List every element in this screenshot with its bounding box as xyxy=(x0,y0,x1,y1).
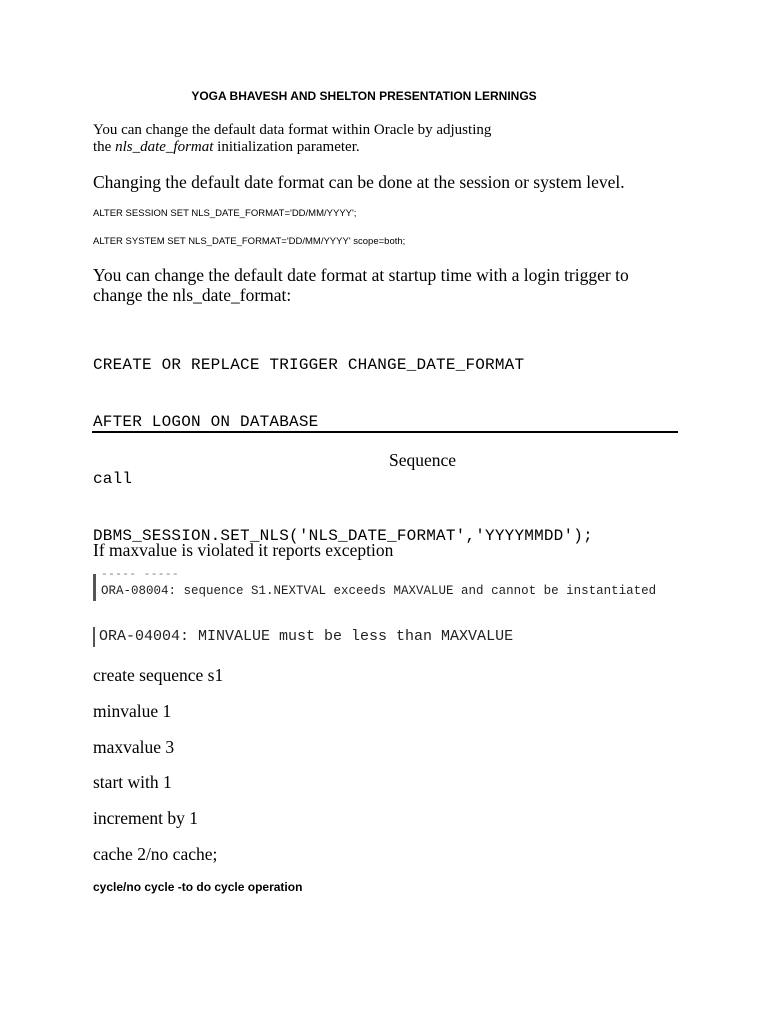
code-line: call xyxy=(93,470,133,488)
code-line: AFTER LOGON ON DATABASE xyxy=(93,413,319,431)
sequence-line: create sequence s1 xyxy=(93,665,224,685)
intro-line-2-start: the xyxy=(93,139,116,155)
ora-04004-message: ORA-04004: MINVALUE must be less than MAXVALUE xyxy=(99,628,514,645)
session-level-paragraph: Changing the default date format can be done at the session or system level. xyxy=(93,172,625,192)
section-heading-sequence: Sequence xyxy=(389,450,457,470)
alter-system-statement: ALTER SYSTEM SET NLS_DATE_FORMAT='DD/MM/YYYY' scope=both; xyxy=(93,236,406,247)
code-line: DBMS_SESSION.SET_NLS('NLS_DATE_FORMAT','YYYYMMDD'); xyxy=(93,527,593,545)
login-trigger-line-2: change the nls_date_format: xyxy=(93,285,292,305)
intro-line-2-end: initialization parameter. xyxy=(213,139,360,155)
nls-date-format-term: nls_date_format xyxy=(115,139,214,155)
intro-line-2 xyxy=(93,139,491,156)
horizontal-divider xyxy=(92,431,678,433)
error-screenshot-minvalue xyxy=(93,626,573,648)
trigger-code-block xyxy=(93,318,593,565)
screenshot-edge xyxy=(93,574,96,601)
ora-08004-message: ORA-08004: sequence S1.NEXTVAL exceeds MAXVALUE and cannot be instantiated xyxy=(101,584,657,598)
sequence-line: minvalue 1 xyxy=(93,701,172,721)
login-trigger-paragraph xyxy=(93,265,629,305)
sequence-line: increment by 1 xyxy=(93,808,198,828)
document-title: YOGA BHAVESH AND SHELTON PRESENTATION LERNINGS xyxy=(191,89,537,103)
sequence-line: maxvalue 3 xyxy=(93,737,175,757)
sequence-line: cache 2/no cache; xyxy=(93,844,218,864)
alter-session-statement: ALTER SESSION SET NLS_DATE_FORMAT='DD/MM/YYYY'; xyxy=(93,208,357,219)
error-screenshot-maxvalue xyxy=(93,569,673,603)
code-line: CREATE OR REPLACE TRIGGER CHANGE_DATE_FORMAT xyxy=(93,356,525,374)
login-trigger-line-1: You can change the default date format at startup time with a login trigger to xyxy=(93,265,629,285)
sequence-line: start with 1 xyxy=(93,772,172,792)
cycle-note: cycle/no cycle -to do cycle operation xyxy=(93,880,303,894)
screenshot-edge xyxy=(93,627,95,647)
intro-paragraph xyxy=(93,122,491,156)
screenshot-dashes: ----- ----- xyxy=(101,569,180,581)
maxvalue-paragraph: If maxvalue is violated it reports exception xyxy=(93,540,394,560)
intro-line-1: You can change the default data format within Oracle by adjusting xyxy=(93,122,492,138)
